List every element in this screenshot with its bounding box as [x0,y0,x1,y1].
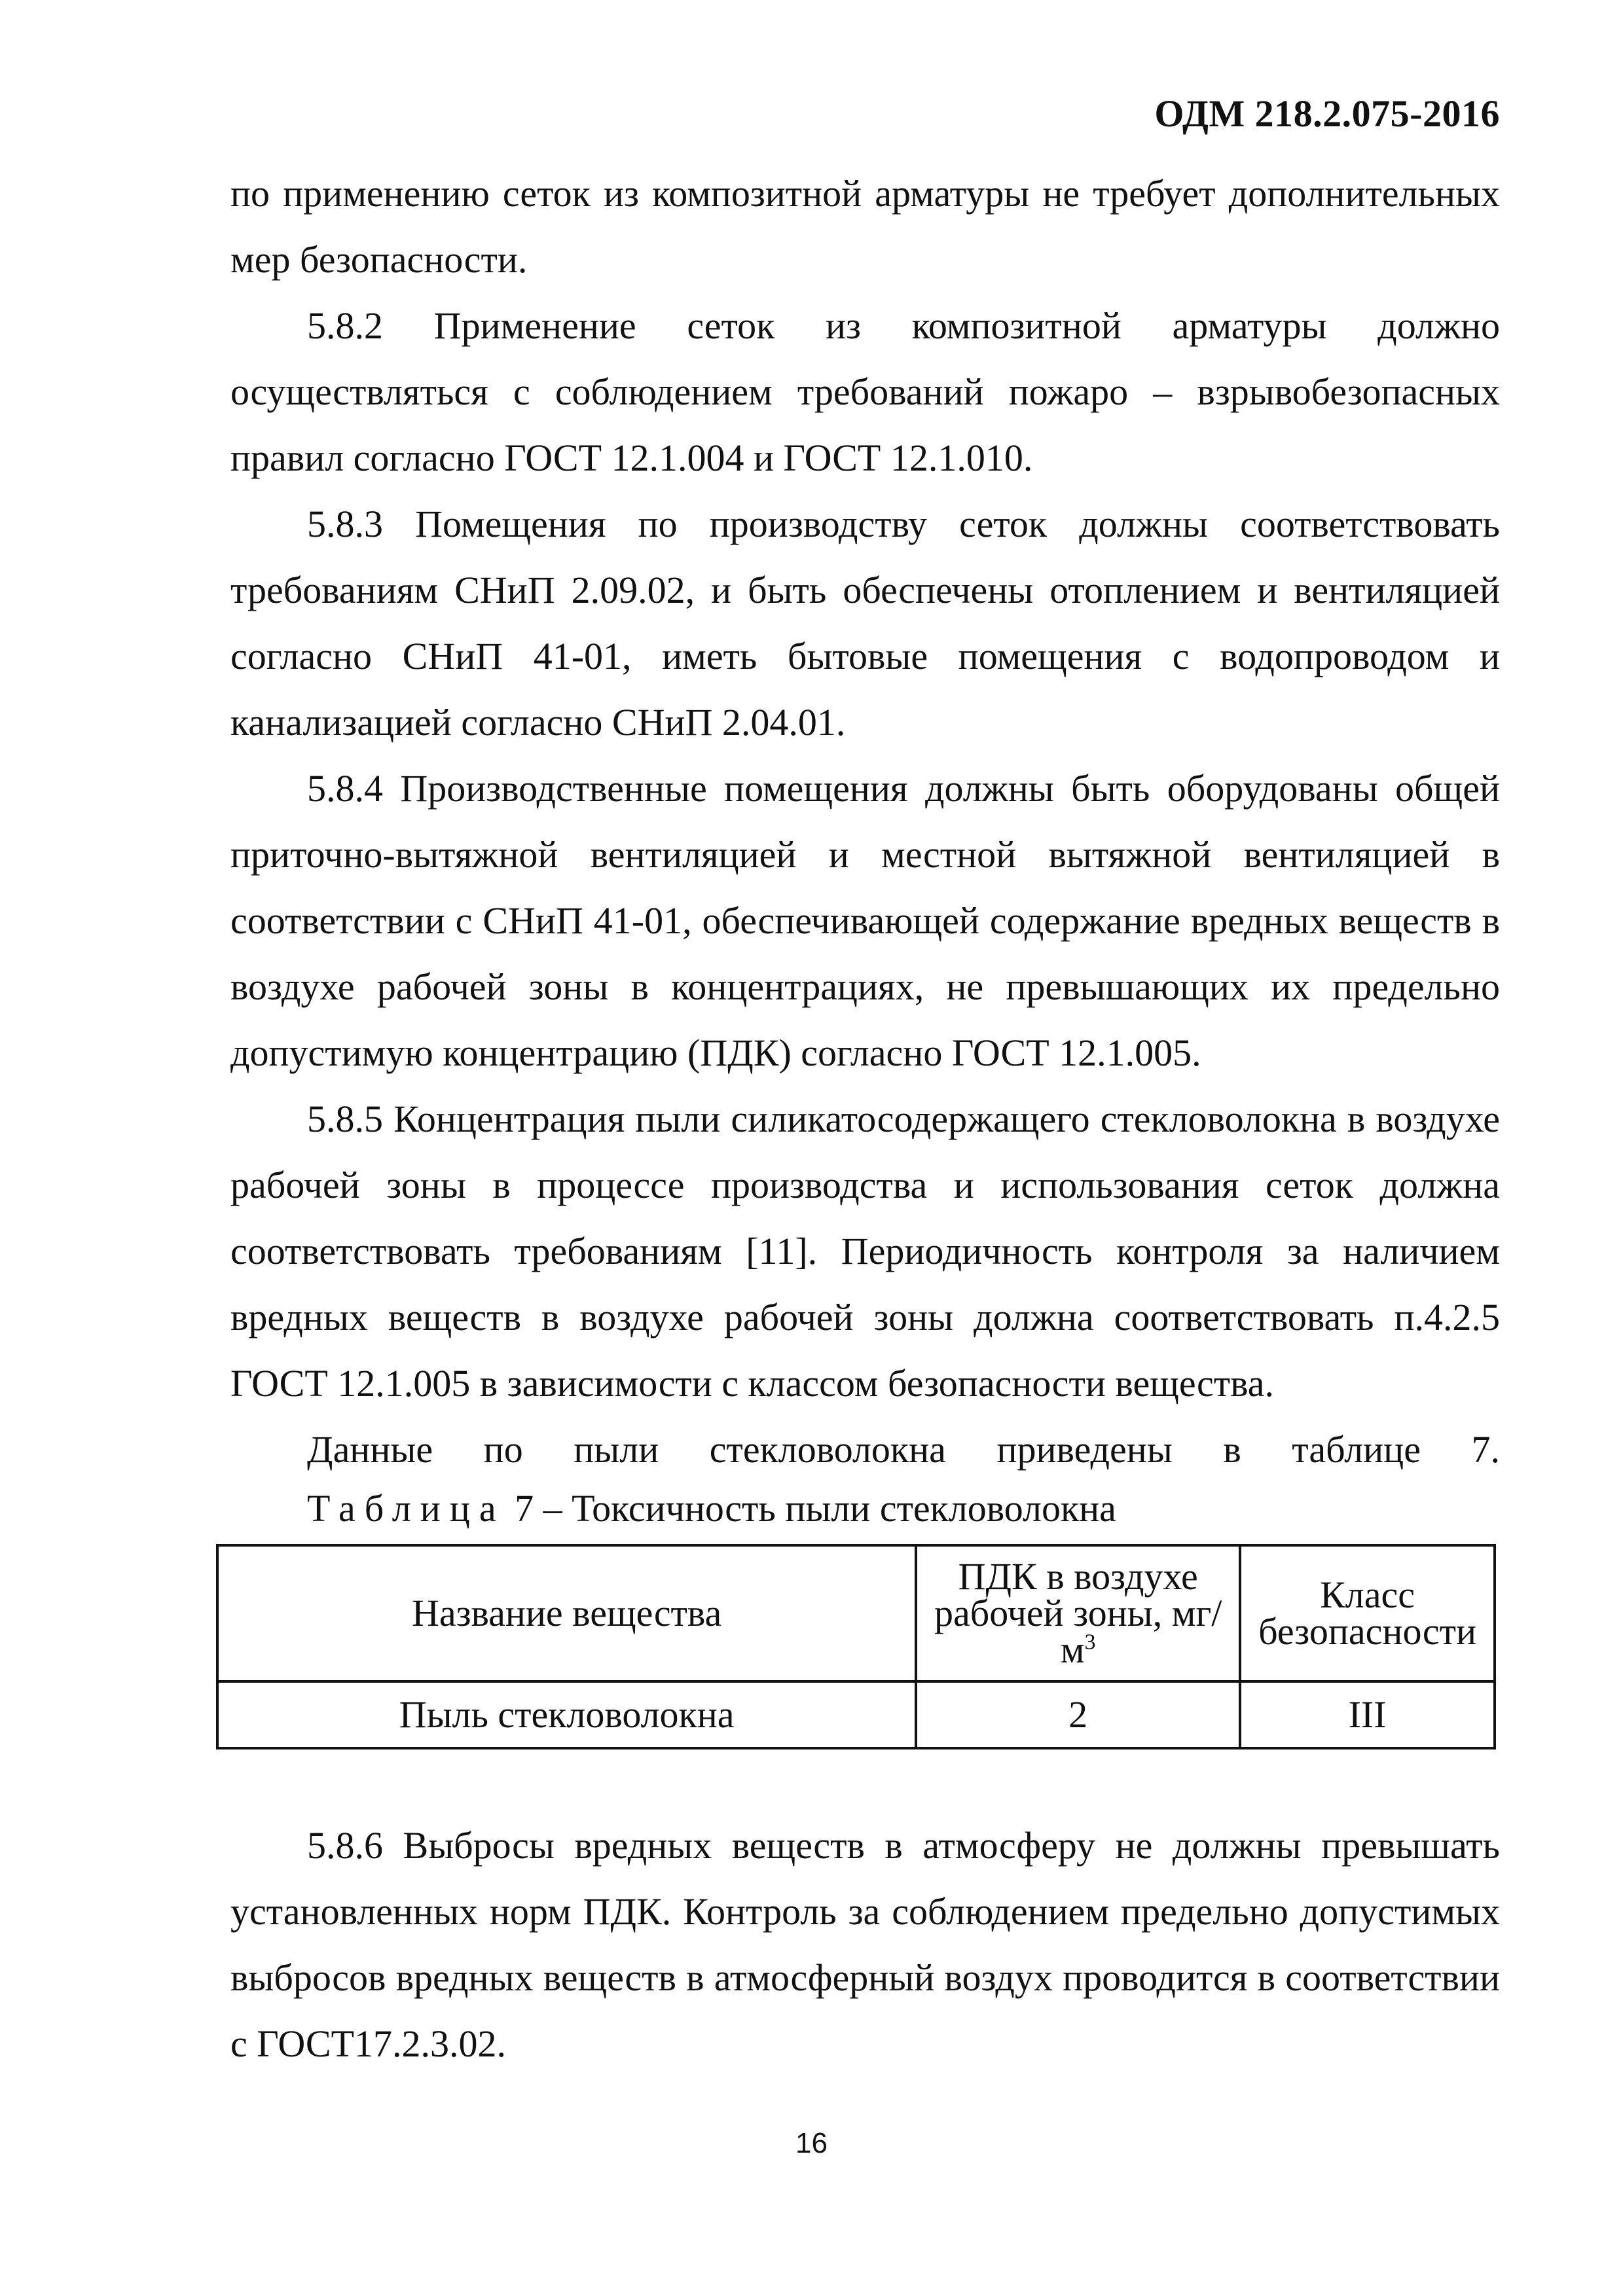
paragraph-continuation: по применению сеток из композитной арматуры не требует дополнительных мер безопасности. [230,172,1500,281]
page-content [230,160,1500,2077]
table-header-row [217,1545,1495,1681]
header-pdk-text: ПДК в воздухе рабочей зоны, мг/м [934,1555,1222,1671]
paragraph-5-8-4: 5.8.4 Производственные помещения должны быть оборудованы общей приточно-вытяжной вентиляцией и местной вытяжной вентиляцией в соответствии с СНиП 41-01, обеспечивающей содержание вредных веществ в воздухе рабочей зоны в концентрациях, не превышающих их предельно допустимую концентрацию (ПДК) согласно ГОСТ 12.1.005. [230,767,1500,1074]
header-pdk-superscript: 3 [1084,1630,1096,1655]
paragraph-table-reference: Данные по пыли стекловолокна приведены в таблице 7. [307,1428,1500,1471]
header-pdk [916,1545,1240,1681]
table-caption [307,1482,1500,1535]
table-caption-label: Таблица [307,1487,505,1530]
cell-substance-name: Пыль стекловолокна [217,1681,916,1748]
paragraph-5-8-6: 5.8.6 Выбросы вредных веществ в атмосферу не должны превышать установленных норм ПДК. Контроль за соблюдением предельно допустимых выбросов вредных веществ в атмосферный воздух проводится в соответствии с ГОСТ17.2.3.02. [230,1824,1500,2065]
header-substance-name: Название вещества [217,1545,916,1681]
table-row [217,1681,1495,1748]
cell-safety-class: III [1240,1681,1495,1748]
toxicity-table [216,1544,1496,1749]
page-number: 16 [795,2127,828,2159]
document-code-header: ОДМ 218.2.075-2016 [1154,92,1500,135]
paragraph-5-8-5: 5.8.5 Концентрация пыли силикатосодержащего стекловолокна в воздухе рабочей зоны в процессе производства и использования сеток должна соответствовать требованиям [11]. Периодичность контроля за наличием вредных веществ в воздухе рабочей зоны должна соответствовать п.4.2.5 ГОСТ 12.1.005 в зависимости с классом безопасности вещества. [230,1098,1500,1405]
paragraph-5-8-3: 5.8.3 Помещения по производству сеток должны соответствовать требованиям СНиП 2.09.02, и быть обеспечены отоплением и вентиляцией согласно СНиП 41-01, иметь бытовые помещения с водопроводом и канализацией согласно СНиП 2.04.01. [230,503,1500,744]
cell-pdk-value: 2 [916,1681,1240,1748]
paragraph-5-8-2: 5.8.2 Применение сеток из композитной арматуры должно осуществляться с соблюдением требований пожаро – взрывобезопасных правил согласно ГОСТ 12.1.004 и ГОСТ 12.1.010. [230,304,1500,479]
header-safety-class: Класс безопасности [1240,1545,1495,1681]
table-caption-text: 7 – Токсичность пыли стекловолокна [515,1487,1116,1530]
